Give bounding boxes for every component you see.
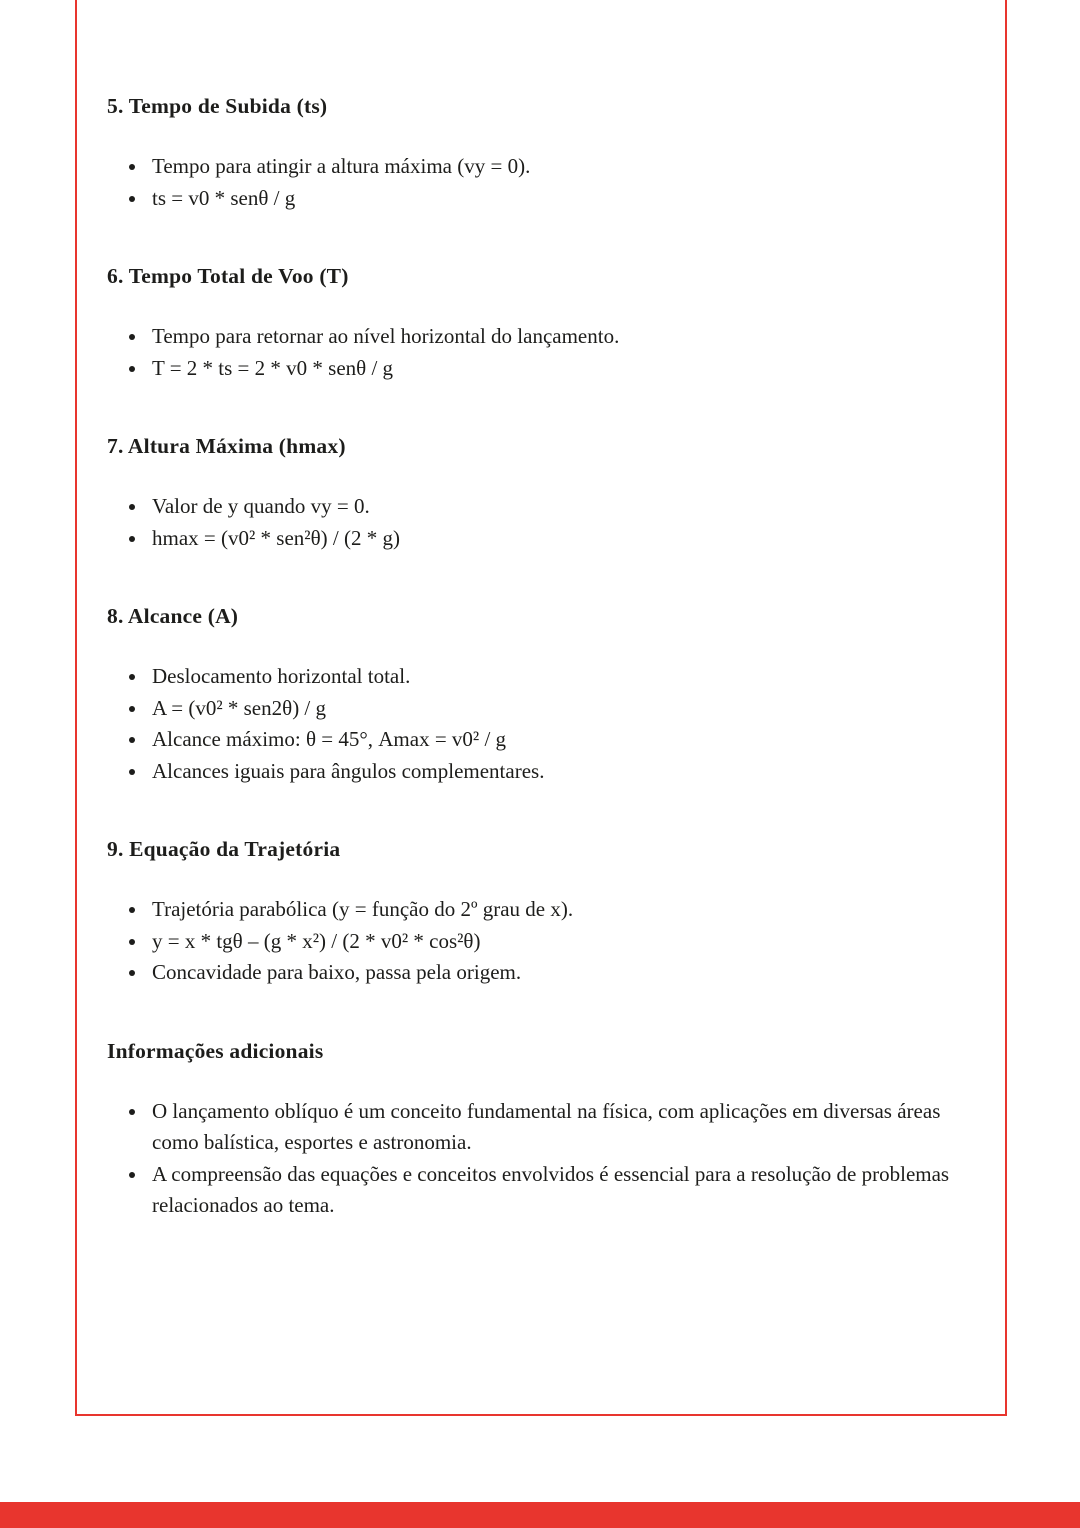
- section-altura-maxima: [107, 432, 965, 554]
- bullet-list: [107, 321, 965, 384]
- section-tempo-de-subida: [107, 92, 965, 214]
- bullet-item: • ts = v0 * senθ / g: [148, 183, 965, 215]
- bullet-item: • T = 2 * ts = 2 * v0 * senθ / g: [148, 353, 965, 385]
- section-equacao-da-trajetoria: [107, 835, 965, 989]
- bullet-item: • A = (v0² * sen2θ) / g: [148, 693, 965, 725]
- bullet-item: • Deslocamento horizontal total.: [148, 661, 965, 693]
- section-heading: 5. Tempo de Subida (ts): [107, 94, 328, 118]
- bullet-item: • y = x * tgθ – (g * x²) / (2 * v0² * cos²θ): [148, 926, 965, 958]
- bullet-item: • Tempo para atingir a altura máxima (vy = 0).: [148, 151, 965, 183]
- bullet-item: • O lançamento oblíquo é um conceito fundamental na física, com aplicações em diversas áreas como balística, esportes e astronomia.: [148, 1096, 965, 1159]
- section-heading: Informações adicionais: [107, 1038, 324, 1063]
- bullet-item: • Tempo para retornar ao nível horizontal do lançamento.: [148, 321, 965, 353]
- bullet-item: • hmax = (v0² * sen²θ) / (2 * g): [148, 523, 965, 555]
- bullet-list: [107, 1096, 965, 1222]
- section-alcance: [107, 602, 965, 787]
- bullet-list: [107, 894, 965, 989]
- bullet-item: • Valor de y quando vy = 0.: [148, 491, 965, 523]
- section-heading: 8. Alcance (A): [107, 604, 239, 628]
- bullet-list: [107, 491, 965, 554]
- bullet-item: • A compreensão das equações e conceitos envolvidos é essencial para a resolução de problemas relacionados ao tema.: [148, 1159, 965, 1222]
- bullet-list: [107, 151, 965, 214]
- section-informacoes-adicionais: [107, 1037, 965, 1222]
- section-heading: 7. Altura Máxima (hmax): [107, 434, 346, 458]
- section-heading: 9. Equação da Trajetória: [107, 837, 341, 861]
- bullet-item: • Trajetória parabólica (y = função do 2º grau de x).: [148, 894, 965, 926]
- bullet-item: • Concavidade para baixo, passa pela origem.: [148, 957, 965, 989]
- section-heading: 6. Tempo Total de Voo (T): [107, 264, 349, 288]
- bullet-item: • Alcances iguais para ângulos complementares.: [148, 756, 965, 788]
- section-tempo-total-de-voo: [107, 262, 965, 384]
- bullet-item: • Alcance máximo: θ = 45°, Amax = v0² / g: [148, 724, 965, 756]
- bullet-list: [107, 661, 965, 787]
- footer-accent-bar: [0, 1502, 1080, 1528]
- document-content: [107, 92, 965, 1270]
